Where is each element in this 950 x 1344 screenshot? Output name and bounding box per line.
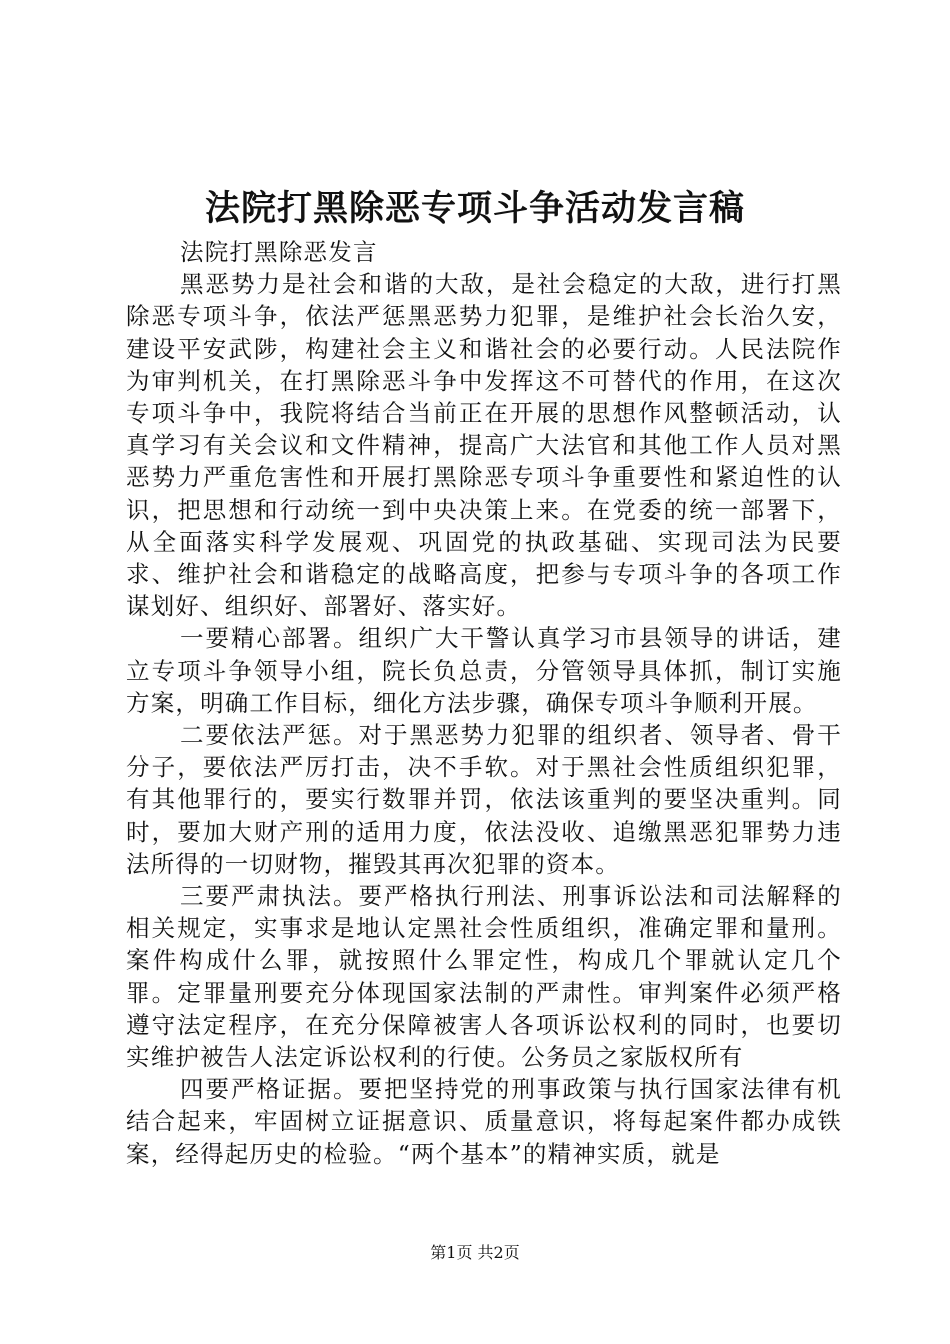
- document-body: [126, 236, 842, 1170]
- paragraph-point-3: 三要严肃执法。要严格执行刑法、刑事诉讼法和司法解释的相关规定，实事求是地认定黑社会性质组织，准确定罪和量刑。案件构成什么罪，就按照什么罪定性，构成几个罪就认定几个罪。定罪量刑要充分体现国家法制的严肃性。审判案件必须严格遵守法定程序，在充分保障被害人各项诉讼权利的同时，也要切实维护被告人法定诉讼权利的行使。公务员之家版权所有: [126, 882, 842, 1072]
- document-subtitle: 法院打黑除恶发言: [180, 238, 378, 266]
- paragraph-point-2: 二要依法严惩。对于黑恶势力犯罪的组织者、领导者、骨干分子，要依法严厉打击，决不手软。对于黑社会性质组织犯罪，有其他罪行的，要实行数罪并罚，依法该重判的要坚决重判。同时，要加大财产刑的适用力度，依法没收、追缴黑恶犯罪势力违法所得的一切财物，摧毁其再次犯罪的资本。: [126, 721, 842, 878]
- page-number-footer: 第1页 共2页: [430, 1243, 520, 1262]
- paragraph-point-4: 四要严格证据。要把坚持党的刑事政策与执行国家法律有机结合起来，牢固树立证据意识、质量意识，将每起案件都办成铁案，经得起历史的检验。“两个基本”的精神实质，就是: [126, 1075, 842, 1168]
- paragraph-intro: 黑恶势力是社会和谐的大敌，是社会稳定的大敌，进行打黑除恶专项斗争，依法严惩黑恶势力犯罪，是维护社会长治久安，建设平安武陟，构建社会主义和谐社会的必要行动。人民法院作为审判机关，在打黑除恶斗争中发挥这不可替代的作用，在这次专项斗争中，我院将结合当前正在开展的思想作风整顿活动，认真学习有关会议和文件精神，提高广大法官和其他工作人员对黑恶势力严重危害性和开展打黑除恶专项斗争重要性和紧迫性的认识，把思想和行动统一到中央决策上来。在党委的统一部署下，从全面落实科学发展观、巩固党的执政基础、实现司法为民要求、维护社会和谐稳定的战略高度，把参与专项斗争的各项工作谋划好、组织好、部署好、落实好。: [126, 270, 842, 621]
- paragraph-point-1: 一要精心部署。组织广大干警认真学习市县领导的讲话，建立专项斗争领导小组，院长负总责，分管领导具体抓，制订实施方案，明确工作目标，细化方法步骤，确保专项斗争顺利开展。: [126, 624, 842, 717]
- document-title: 法院打黑除恶专项斗争活动发言稿: [204, 188, 745, 229]
